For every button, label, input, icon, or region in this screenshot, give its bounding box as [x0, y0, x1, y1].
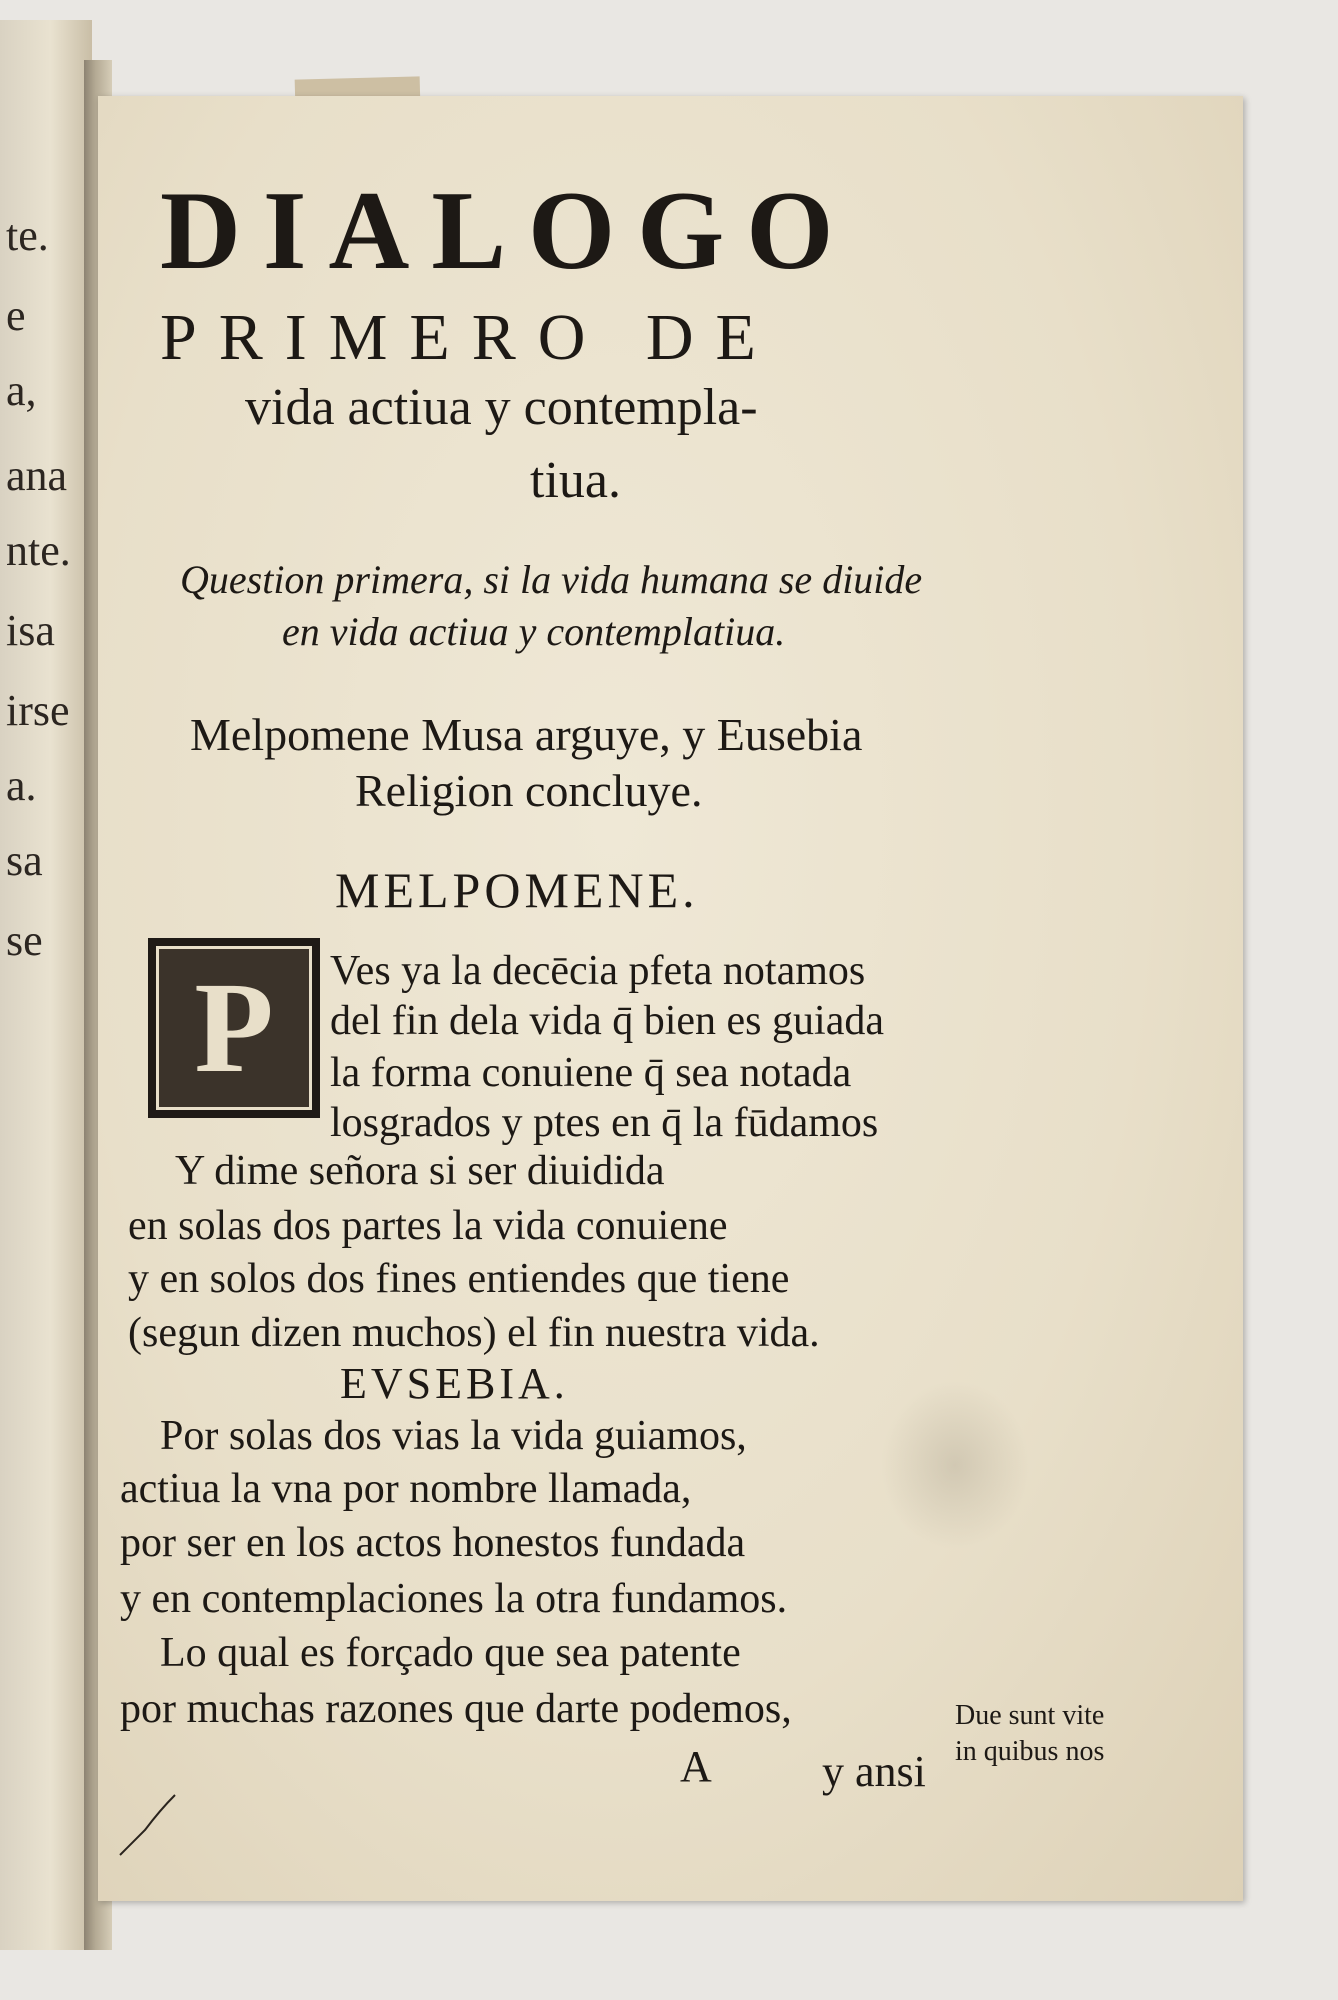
- verse-line: Y dime señora si ser diuidida: [175, 1148, 665, 1194]
- left-page-text: irse: [6, 686, 70, 735]
- margin-note-line-1: Due sunt vite: [955, 1700, 1105, 1731]
- left-page-text: se: [6, 916, 43, 965]
- verse-line: y en solos dos fines entiendes que tiene: [128, 1256, 790, 1302]
- title-line-4: tiua.: [530, 452, 621, 509]
- argument-line-2: Religion concluye.: [355, 765, 703, 816]
- verse-line: (segun dizen muchos) el fin nuestra vida.: [128, 1310, 820, 1356]
- title-line-3: vida actiua y contempla-: [245, 379, 758, 436]
- title-line-2: PRIMERO DE: [160, 301, 778, 374]
- left-page-text: isa: [6, 606, 55, 655]
- title-line-1: DIALOGO: [160, 169, 856, 293]
- question-line-1: Question primera, si la vida humana se diuide: [180, 557, 923, 602]
- speaker-melpomene: MELPOMENE.: [335, 862, 699, 918]
- left-page-text: ana: [6, 451, 68, 500]
- catchword: y ansi: [822, 1747, 926, 1796]
- argument-line-1: Melpomene Musa arguye, y Eusebia: [190, 709, 863, 760]
- verse-line: del fin dela vida q̄ bien es guiada: [330, 998, 884, 1044]
- verse-line: losgrados y ptes en q̄ la fūdamos: [330, 1100, 879, 1146]
- verse-line: y en contemplaciones la otra fundamos.: [120, 1576, 788, 1622]
- ink-scratch: [115, 1790, 185, 1860]
- page-stain: [880, 1380, 1030, 1550]
- decorated-initial: [148, 938, 320, 1118]
- margin-note-line-2: in quibus nos: [955, 1736, 1105, 1767]
- initial-letter: P: [194, 956, 274, 1100]
- signature-mark: A: [680, 1742, 712, 1791]
- verse-line: Ves ya la decēcia pfeta notamos: [330, 948, 866, 994]
- initial-frame: [156, 946, 312, 1110]
- verse-line: en solas dos partes la vida conuiene: [128, 1203, 728, 1249]
- speaker-eusebia: EVSEBIA.: [340, 1359, 569, 1408]
- left-page-text: e: [6, 291, 26, 340]
- left-page-text: a,: [6, 366, 37, 415]
- left-page-text: te.: [6, 211, 49, 260]
- verse-line: Lo qual es forçado que sea patente: [160, 1630, 741, 1676]
- verse-line: por ser en los actos honestos fundada: [120, 1520, 746, 1566]
- left-page-text: sa: [6, 836, 43, 885]
- question-line-2: en vida actiua y contemplatiua.: [282, 609, 786, 654]
- left-page-text: a.: [6, 761, 37, 810]
- left-page: [0, 20, 92, 1950]
- verse-line: Por solas dos vias la vida guiamos,: [160, 1413, 747, 1459]
- verse-line: la forma conuiene q̄ sea notada: [330, 1050, 852, 1096]
- left-page-text: nte.: [6, 526, 71, 575]
- verse-line: actiua la vna por nombre llamada,: [120, 1466, 692, 1512]
- verse-line: por muchas razones que darte podemos,: [120, 1686, 792, 1732]
